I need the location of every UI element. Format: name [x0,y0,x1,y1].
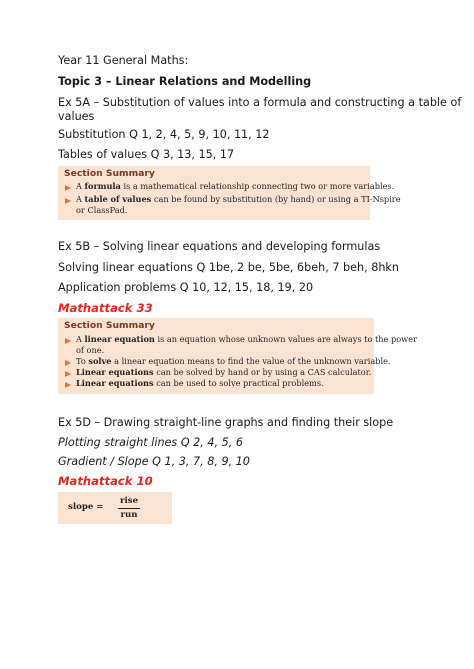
bullet-arrow-icon [65,360,71,366]
ex5a-title-line1: Ex 5A – Substitution of values into a formula and constructing a table of [58,96,462,109]
topic-title: Topic 3 – Linear Relations and Modelling [58,75,312,88]
ex5b-title: Ex 5B – Solving linear equations and developing formulas [58,240,381,253]
ex5b-application-questions: Application problems Q 10, 12, 15, 18, 19, 20 [58,281,314,294]
slope-fraction [118,496,140,521]
document-heading: Year 11 General Maths: [58,54,189,67]
ex5d-gradient-questions: Gradient / Slope Q 1, 3, 7, 8, 9, 10 [58,455,250,468]
summary-bullet-table-of-values: A table of values can be found by substitution (by hand) or using a TI-Nspire [76,194,401,204]
fraction-numerator: rise [119,496,139,506]
mathattack-10: Mathattack 10 [58,474,153,488]
summary-bullet-cas: Linear equations can be solved by hand or by using a CAS calculator. [76,367,372,377]
section-summary-5a [58,166,401,220]
summary-bullet-practical: Linear equations can be used to solve practical problems. [76,378,324,388]
summary-bullet-linear-equation-cont: of one. [76,345,105,355]
fraction-denominator: run [120,510,138,520]
bullet-arrow-icon [65,198,71,204]
fraction-bar [118,508,140,509]
bullet-arrow-icon [65,371,71,377]
ex5a-table-questions: Tables of values Q 3, 13, 15, 17 [58,148,235,161]
ex5b-linear-equation-questions: Solving linear equations Q 1be, 2 be, 5be, 6beh, 7 beh, 8hkn [58,261,399,274]
summary-bullet-linear-equation: A linear equation is an equation whose unknown values are always to the power [76,334,417,344]
bullet-arrow-icon [65,185,71,191]
ex5d-title: Ex 5D – Drawing straight-line graphs and finding their slope [58,416,394,429]
summary-bullet-solve: To solve a linear equation means to find the value of the unknown variable. [76,356,391,366]
section-summary-5b [58,318,417,394]
section-summary-title: Section Summary [64,168,155,179]
ex5a-substitution-questions: Substitution Q 1, 2, 4, 5, 9, 10, 11, 12 [58,128,270,141]
ex5d-plotting-questions: Plotting straight lines Q 2, 4, 5, 6 [58,436,243,449]
bullet-arrow-icon [65,382,71,388]
ex5a-title-line2: values [58,110,95,123]
section-summary-title: Section Summary [64,320,155,331]
bullet-arrow-icon [65,338,71,344]
slope-formula-box [58,492,172,524]
summary-bullet-formula: A formula is a mathematical relationship connecting two or more variables. [76,181,395,191]
slope-formula-lhs: slope = [68,502,104,512]
mathattack-33: Mathattack 33 [58,301,153,315]
summary-bullet-table-of-values-cont: or ClassPad. [76,205,128,215]
